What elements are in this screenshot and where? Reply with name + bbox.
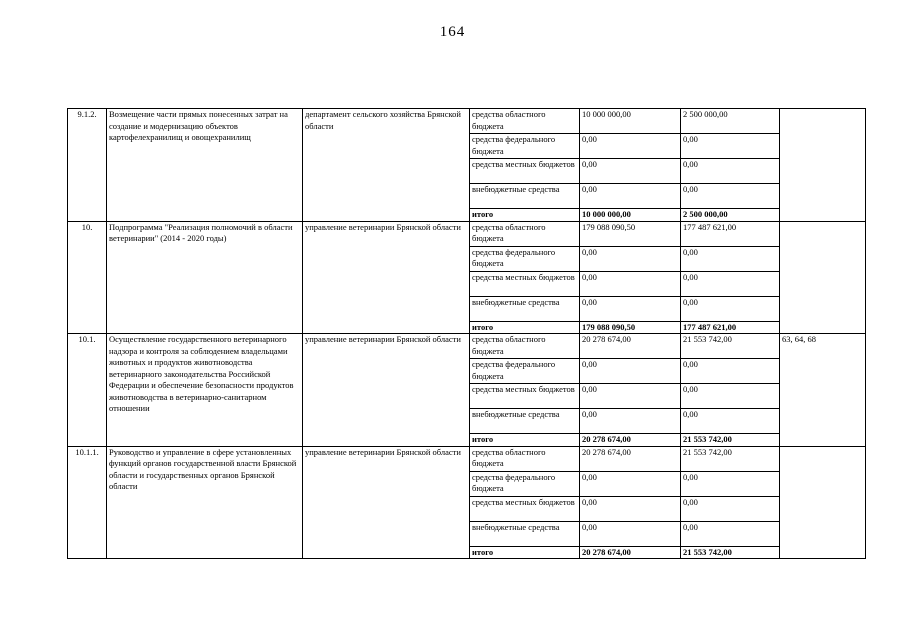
funding-source-label: средства областного бюджета: [470, 334, 580, 359]
table-row: [68, 109, 866, 134]
item-executor: управление ветеринарии Брянской области: [303, 221, 470, 334]
funding-source-label: внебюджетные средства: [470, 521, 580, 546]
funding-source-label: средства областного бюджета: [470, 109, 580, 134]
item-name: Осуществление государственного ветеринарного надзора и контроля за соблюдением владельцами животных и продуктов животноводства ветеринарного законодательства Российской Федерации и обеспечение безопасности продуктов животноводства в ветеринарно-санитарном отношении: [107, 334, 303, 447]
funding-value-2: 0,00: [681, 296, 780, 321]
table-row: [68, 334, 866, 359]
item-executor: управление ветеринарии Брянской области: [303, 334, 470, 447]
funding-source-label: средства местных бюджетов: [470, 271, 580, 296]
total-value-2: 2 500 000,00: [681, 209, 780, 222]
funding-value-2: 0,00: [681, 471, 780, 496]
funding-source-label: внебюджетные средства: [470, 296, 580, 321]
funding-value-2: 0,00: [681, 271, 780, 296]
funding-value-2: 0,00: [681, 496, 780, 521]
funding-value-1: 0,00: [580, 246, 681, 271]
funding-value-2: 0,00: [681, 409, 780, 434]
funding-source-label: средства федерального бюджета: [470, 471, 580, 496]
table-row: [68, 221, 866, 246]
funding-value-2: 0,00: [681, 134, 780, 159]
funding-source-label: средства областного бюджета: [470, 221, 580, 246]
item-number: 10.: [68, 221, 107, 334]
total-value-2: 177 487 621,00: [681, 321, 780, 334]
funding-value-1: 0,00: [580, 384, 681, 409]
total-value-2: 21 553 742,00: [681, 546, 780, 559]
funding-source-label: средства федерального бюджета: [470, 246, 580, 271]
funding-value-1: 0,00: [580, 471, 681, 496]
funding-value-1: 0,00: [580, 184, 681, 209]
funding-value-1: 0,00: [580, 359, 681, 384]
total-value-1: 20 278 674,00: [580, 434, 681, 447]
indicator-codes: 63, 64, 68: [780, 334, 866, 447]
funding-value-1: 0,00: [580, 159, 681, 184]
item-executor: управление ветеринарии Брянской области: [303, 446, 470, 559]
total-value-1: 20 278 674,00: [580, 546, 681, 559]
funding-source-label: средства федерального бюджета: [470, 359, 580, 384]
funding-value-2: 2 500 000,00: [681, 109, 780, 134]
funding-value-1: 0,00: [580, 134, 681, 159]
item-name: Подпрограмма "Реализация полномочий в области ветеринарии" (2014 - 2020 годы): [107, 221, 303, 334]
total-value-1: 10 000 000,00: [580, 209, 681, 222]
item-number: 9.1.2.: [68, 109, 107, 222]
funding-value-1: 0,00: [580, 296, 681, 321]
table-row: [68, 446, 866, 471]
total-value-2: 21 553 742,00: [681, 434, 780, 447]
total-label: итого: [470, 546, 580, 559]
indicator-codes: [780, 221, 866, 334]
funding-value-1: 0,00: [580, 271, 681, 296]
funding-source-label: внебюджетные средства: [470, 184, 580, 209]
page-number: 164: [439, 24, 466, 40]
funding-source-label: внебюджетные средства: [470, 409, 580, 434]
item-name: Руководство и управление в сфере установленных функций органов государственной власти Брянской области и государственных органов Брянской области: [107, 446, 303, 559]
funding-value-1: 0,00: [580, 496, 681, 521]
funding-value-2: 21 553 742,00: [681, 334, 780, 359]
funding-value-1: 20 278 674,00: [580, 334, 681, 359]
indicator-codes: [780, 446, 866, 559]
total-label: итого: [470, 434, 580, 447]
item-executor: департамент сельского хозяйства Брянской области: [303, 109, 470, 222]
funding-value-1: 179 088 090,50: [580, 221, 681, 246]
funding-value-1: 0,00: [580, 409, 681, 434]
indicator-codes: [780, 109, 866, 222]
funding-value-2: 177 487 621,00: [681, 221, 780, 246]
funding-value-1: 10 000 000,00: [580, 109, 681, 134]
item-name: Возмещение части прямых понесенных затрат на создание и модернизацию объектов картофелехранилищ и овощехранилищ: [107, 109, 303, 222]
funding-value-1: 20 278 674,00: [580, 446, 681, 471]
funding-value-2: 0,00: [681, 246, 780, 271]
funding-value-2: 21 553 742,00: [681, 446, 780, 471]
table-body: [68, 109, 866, 559]
item-number: 10.1.: [68, 334, 107, 447]
funding-source-label: средства местных бюджетов: [470, 384, 580, 409]
item-number: 10.1.1.: [68, 446, 107, 559]
budget-table: [67, 108, 866, 559]
funding-source-label: средства местных бюджетов: [470, 496, 580, 521]
funding-source-label: средства местных бюджетов: [470, 159, 580, 184]
funding-value-2: 0,00: [681, 359, 780, 384]
funding-source-label: средства областного бюджета: [470, 446, 580, 471]
funding-value-2: 0,00: [681, 384, 780, 409]
total-label: итого: [470, 209, 580, 222]
total-value-1: 179 088 090,50: [580, 321, 681, 334]
funding-value-2: 0,00: [681, 159, 780, 184]
funding-source-label: средства федерального бюджета: [470, 134, 580, 159]
funding-value-1: 0,00: [580, 521, 681, 546]
funding-value-2: 0,00: [681, 521, 780, 546]
total-label: итого: [470, 321, 580, 334]
funding-value-2: 0,00: [681, 184, 780, 209]
